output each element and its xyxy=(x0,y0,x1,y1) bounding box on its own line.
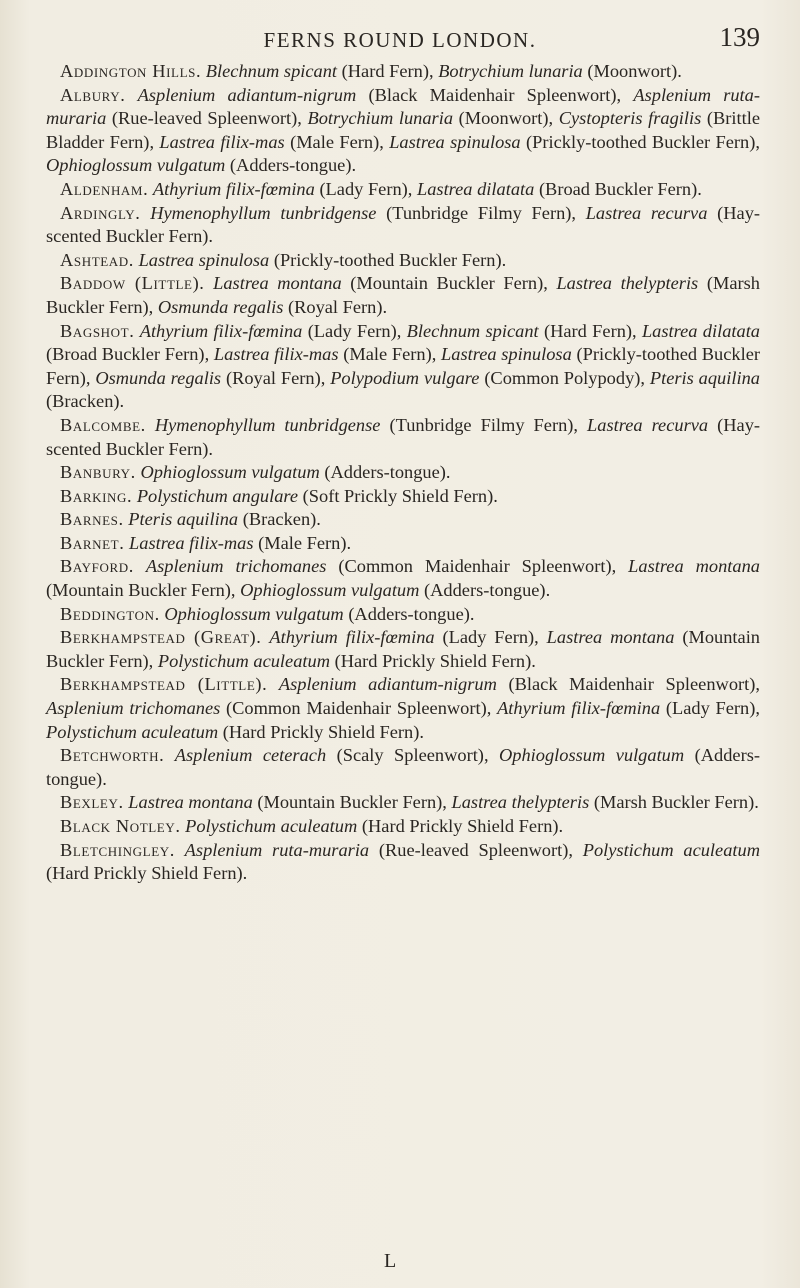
fern-latin-name: Lastrea montana xyxy=(128,792,253,813)
place-entry: Aldenham. Athyrium filix-fœmina (Lady Fern), Lastrea dilatata (Broad Buckler Fern). xyxy=(60,178,702,199)
fern-common-name: (Adders-tongue) xyxy=(229,155,352,176)
fern-common-name: (Hay-scented Buckler Fern) xyxy=(46,414,761,459)
fern-common-name: (Lady Fern) xyxy=(307,320,397,341)
fern-latin-name: Asplenium trichomanes xyxy=(46,698,221,719)
place-entry: Bayford. Asplenium trichomanes (Common Maidenhair Spleenwort), Lastrea montana (Mountain Buckler Fern), Ophioglossum vulgatum (Adders-tongue). xyxy=(46,556,760,601)
fern-common-name: (Male Fern) xyxy=(290,131,380,152)
place-entry: Berkhampstead (Little). Asplenium adiantum-nigrum (Black Maidenhair Spleenwort), Asplenium trichomanes (Common Maidenhair Spleenwort), Athyrium filix-fœmina (Lady Fern), Polystichum aculeatum (Hard Prickly Shield Fern). xyxy=(46,674,760,742)
page-number: 139 xyxy=(719,22,760,52)
fern-latin-name: Lastrea recurva xyxy=(587,414,709,435)
fern-latin-name: Lastrea spinulosa xyxy=(441,344,572,365)
fern-common-name: (Mountain Buckler Fern) xyxy=(350,273,544,294)
fern-latin-name: Polystichum aculeatum xyxy=(157,650,330,671)
fern-common-name: (Broad Buckler Fern) xyxy=(538,178,698,199)
fern-common-name: (Bracken) xyxy=(242,509,317,530)
fern-common-name: (Black Maidenhair Spleenwort) xyxy=(368,84,617,105)
fern-common-name: (Hard Fern) xyxy=(341,61,429,81)
fern-common-name: (Adders-tongue) xyxy=(424,580,546,601)
place-name: Albury. xyxy=(60,84,126,105)
place-name: Berkhampstead (Great). xyxy=(60,627,262,648)
fern-common-name: (Adders-tongue) xyxy=(348,603,470,624)
fern-common-name: (Mountain Buckler Fern) xyxy=(46,580,231,601)
place-name: Baddow (Little). xyxy=(60,273,205,294)
fern-common-name: (Bracken) xyxy=(46,391,120,412)
fern-latin-name: Asplenium trichomanes xyxy=(145,556,327,577)
fern-latin-name: Polystichum aculeatum xyxy=(46,721,219,742)
place-name: Balcombe. xyxy=(60,414,146,435)
fern-latin-name: Lastrea thelypteris xyxy=(556,273,699,294)
running-title: FERNS ROUND LONDON. xyxy=(263,28,537,52)
fern-common-name: (Marsh Buckler Fern) xyxy=(593,792,755,813)
fern-common-name: (Prickly-toothed Buckler Fern) xyxy=(526,131,756,152)
fern-common-name: (Moonwort) xyxy=(587,61,678,81)
fern-latin-name: Lastrea spinulosa xyxy=(138,249,270,270)
fern-common-name: (Lady Fern) xyxy=(442,627,535,648)
fern-common-name: (Rue-leaved Spleenwort) xyxy=(378,839,569,860)
place-entry: Black Notley. Polystichum aculeatum (Hard Prickly Shield Fern). xyxy=(60,816,564,836)
fern-common-name: (Royal Fern) xyxy=(287,296,383,317)
fern-common-name: (Brittle Bladder Fern) xyxy=(46,108,761,152)
place-name: Beddington. xyxy=(60,603,160,624)
fern-latin-name: Polystichum aculeatum xyxy=(582,839,760,860)
place-entry: Addington Hills. Blechnum spicant (Hard Fern), Botrychium lunaria (Moonwort). xyxy=(60,61,682,81)
fern-latin-name: Botrychium lunaria xyxy=(438,61,583,81)
fern-common-name: (Mountain Buckler Fern) xyxy=(257,792,443,813)
place-entry: Albury. Asplenium adiantum-nigrum (Black Maidenhair Spleenwort), Asplenium ruta-muraria (Rue-leaved Spleenwort), Botrychium lunaria (Moonwort), Cystopteris fragilis (Brittle Bladder Fern), Lastrea filix-mas (Male Fern), Lastrea spinulosa (Prickly-toothed Buckler Fern), Ophioglossum vulgatum (Adders-tongue). xyxy=(46,84,761,176)
fern-common-name: (Rue-leaved Spleenwort) xyxy=(111,108,298,129)
place-entry: Barking. Polystichum angulare (Soft Prickly Shield Fern). xyxy=(60,485,498,506)
place-name: Bagshot. xyxy=(60,320,135,341)
fern-common-name: (Moonwort) xyxy=(458,108,549,129)
place-entry: Betchworth. Asplenium ceterach (Scaly Spleenwort), Ophioglossum vulgatum (Adders-tongue). xyxy=(46,745,760,789)
fern-latin-name: Athyrium filix-fœmina xyxy=(497,698,661,719)
fern-latin-name: Osmunda regalis xyxy=(157,296,284,317)
place-name: Bayford. xyxy=(60,556,134,577)
fern-latin-name: Asplenium ceterach xyxy=(174,745,327,766)
fern-latin-name: Ophioglossum vulgatum xyxy=(140,462,320,483)
fern-latin-name: Athyrium filix-fœmina xyxy=(152,178,315,199)
fern-latin-name: Lastrea thelypteris xyxy=(451,792,590,813)
fern-latin-name: Osmunda regalis xyxy=(95,367,222,388)
place-name: Barnes. xyxy=(60,509,124,530)
fern-latin-name: Lastrea montana xyxy=(628,556,760,577)
fern-latin-name: Lastrea dilatata xyxy=(641,320,761,341)
fern-latin-name: Botrychium lunaria xyxy=(307,108,454,129)
fern-common-name: (Adders-tongue) xyxy=(46,745,760,789)
place-entry: Beddington. Ophioglossum vulgatum (Adders-tongue). xyxy=(60,603,475,624)
place-entry: Bexley. Lastrea montana (Mountain Buckler Fern), Lastrea thelypteris (Marsh Buckler Fern). xyxy=(60,792,759,813)
fern-common-name: (Hay-scented Buckler Fern) xyxy=(46,202,761,247)
fern-common-name: (Tunbridge Filmy Fern) xyxy=(386,202,572,223)
fern-latin-name: Athyrium filix-fœmina xyxy=(269,627,435,648)
fern-common-name: (Marsh Buckler Fern) xyxy=(46,273,760,317)
fern-latin-name: Pteris aquilina xyxy=(128,509,239,530)
fern-latin-name: Ophioglossum vulgatum xyxy=(164,603,344,624)
fern-latin-name: Lastrea montana xyxy=(546,627,675,648)
fern-latin-name: Ophioglossum vulgatum xyxy=(499,745,685,766)
fern-latin-name: Lastrea spinulosa xyxy=(389,131,521,152)
place-name: Bletchingley. xyxy=(60,839,175,860)
place-name: Bexley. xyxy=(60,792,124,813)
fern-common-name: (Mountain Buckler Fern) xyxy=(46,627,760,671)
fern-latin-name: Hymenophyllum tunbridgense xyxy=(154,414,381,435)
fern-common-name: (Hard Prickly Shield Fern) xyxy=(46,863,243,884)
place-entry: Barnet. Lastrea filix-mas (Male Fern). xyxy=(60,532,352,553)
fern-common-name: (Scaly Spleenwort) xyxy=(336,745,484,766)
fern-latin-name: Asplenium ruta-muraria xyxy=(46,84,760,129)
fern-common-name: (Prickly-toothed Buckler Fern) xyxy=(273,249,502,270)
fern-common-name: (Male Fern) xyxy=(343,344,432,365)
place-entry: Ardingly. Hymenophyllum tunbridgense (Tunbridge Filmy Fern), Lastrea recurva (Hay-scented Buckler Fern). xyxy=(46,202,761,247)
place-name: Barking. xyxy=(60,485,133,506)
fern-common-name: (Royal Fern) xyxy=(225,367,321,388)
place-name: Ashtead. xyxy=(60,249,134,270)
place-entry: Baddow (Little). Lastrea montana (Mountain Buckler Fern), Lastrea thelypteris (Marsh Buckler Fern), Osmunda regalis (Royal Fern). xyxy=(46,273,760,317)
fern-common-name: (Hard Fern) xyxy=(543,320,633,341)
fern-latin-name: Asplenium adiantum-nigrum xyxy=(137,84,357,105)
fern-common-name: (Soft Prickly Shield Fern) xyxy=(302,485,494,506)
fern-latin-name: Polypodium vulgare xyxy=(330,367,480,388)
fern-common-name: (Common Polypody) xyxy=(484,367,641,388)
fern-latin-name: Ophioglossum vulgatum xyxy=(46,155,226,176)
fern-latin-name: Asplenium ruta-muraria xyxy=(184,839,370,860)
fern-latin-name: Athyrium filix-fœmina xyxy=(139,320,303,341)
fern-latin-name: Lastrea filix-mas xyxy=(129,532,254,553)
fern-latin-name: Asplenium adiantum-nigrum xyxy=(278,674,497,695)
fern-latin-name: Lastrea filix-mas xyxy=(159,131,285,152)
fern-latin-name: Lastrea dilatata xyxy=(416,178,535,199)
place-entry: Ashtead. Lastrea spinulosa (Prickly-toothed Buckler Fern). xyxy=(60,249,507,270)
place-name: Banbury. xyxy=(60,462,136,483)
running-header xyxy=(0,0,800,60)
gazetteer-list xyxy=(46,60,760,886)
fern-common-name: (Common Maidenhair Spleenwort) xyxy=(226,698,487,719)
fern-common-name: (Adders-tongue) xyxy=(324,462,446,483)
fern-common-name: (Lady Fern) xyxy=(319,178,408,199)
fern-latin-name: Blechnum spicant xyxy=(205,61,338,81)
fern-latin-name: Polystichum angulare xyxy=(136,485,299,506)
fern-latin-name: Ophioglossum vulgatum xyxy=(240,580,420,601)
place-entry: Barnes. Pteris aquilina (Bracken). xyxy=(60,509,321,530)
fern-common-name: (Prickly-toothed Buckler Fern) xyxy=(46,344,761,388)
place-name: Barnet. xyxy=(60,532,125,553)
fern-latin-name: Cystopteris fragilis xyxy=(558,108,702,129)
fern-common-name: (Common Maidenhair Spleenwort) xyxy=(338,556,612,577)
place-name: Aldenham. xyxy=(60,178,149,199)
place-name: Betchworth. xyxy=(60,745,165,766)
place-name: Berkhampstead (Little). xyxy=(60,674,268,695)
signature-mark: L xyxy=(384,1250,397,1272)
fern-common-name: (Broad Buckler Fern) xyxy=(46,344,205,365)
fern-latin-name: Lastrea recurva xyxy=(585,202,708,223)
fern-latin-name: Pteris aquilina xyxy=(649,367,760,388)
fern-common-name: (Hard Prickly Shield Fern) xyxy=(222,721,420,742)
fern-latin-name: Polystichum aculeatum xyxy=(185,816,358,836)
fern-latin-name: Lastrea filix-mas xyxy=(213,344,339,365)
fern-common-name: (Male Fern) xyxy=(258,532,347,553)
fern-common-name: (Black Maidenhair Spleenwort) xyxy=(508,674,756,695)
place-name: Black Notley. xyxy=(60,816,181,836)
fern-common-name: (Hard Prickly Shield Fern) xyxy=(361,816,559,836)
place-entry: Bagshot. Athyrium filix-fœmina (Lady Fern), Blechnum spicant (Hard Fern), Lastrea dilatata (Broad Buckler Fern), Lastrea filix-mas (Male Fern), Lastrea spinulosa (Prickly-toothed Buckler Fern), Osmunda regalis (Royal Fern), Polypodium vulgare (Common Polypody), Pteris aquilina (Bracken). xyxy=(46,320,761,412)
place-name: Ardingly. xyxy=(60,202,141,223)
fern-common-name: (Hard Prickly Shield Fern) xyxy=(334,650,532,671)
fern-latin-name: Hymenophyllum tunbridgense xyxy=(150,202,377,223)
fern-common-name: (Lady Fern) xyxy=(665,698,756,719)
fern-common-name: (Tunbridge Filmy Fern) xyxy=(389,414,574,435)
place-entry: Berkhampstead (Great). Athyrium filix-fœmina (Lady Fern), Lastrea montana (Mountain Buckler Fern), Polystichum aculeatum (Hard Prickly Shield Fern). xyxy=(46,627,760,671)
place-entry: Balcombe. Hymenophyllum tunbridgense (Tunbridge Filmy Fern), Lastrea recurva (Hay-scented Buckler Fern). xyxy=(46,414,761,459)
place-name: Addington Hills. xyxy=(60,61,202,81)
fern-latin-name: Blechnum spicant xyxy=(406,320,539,341)
place-entry: Banbury. Ophioglossum vulgatum (Adders-tongue). xyxy=(60,462,451,483)
place-entry: Bletchingley. Asplenium ruta-muraria (Rue-leaved Spleenwort), Polystichum aculeatum (Hard Prickly Shield Fern). xyxy=(46,839,760,884)
fern-latin-name: Lastrea montana xyxy=(213,273,342,294)
